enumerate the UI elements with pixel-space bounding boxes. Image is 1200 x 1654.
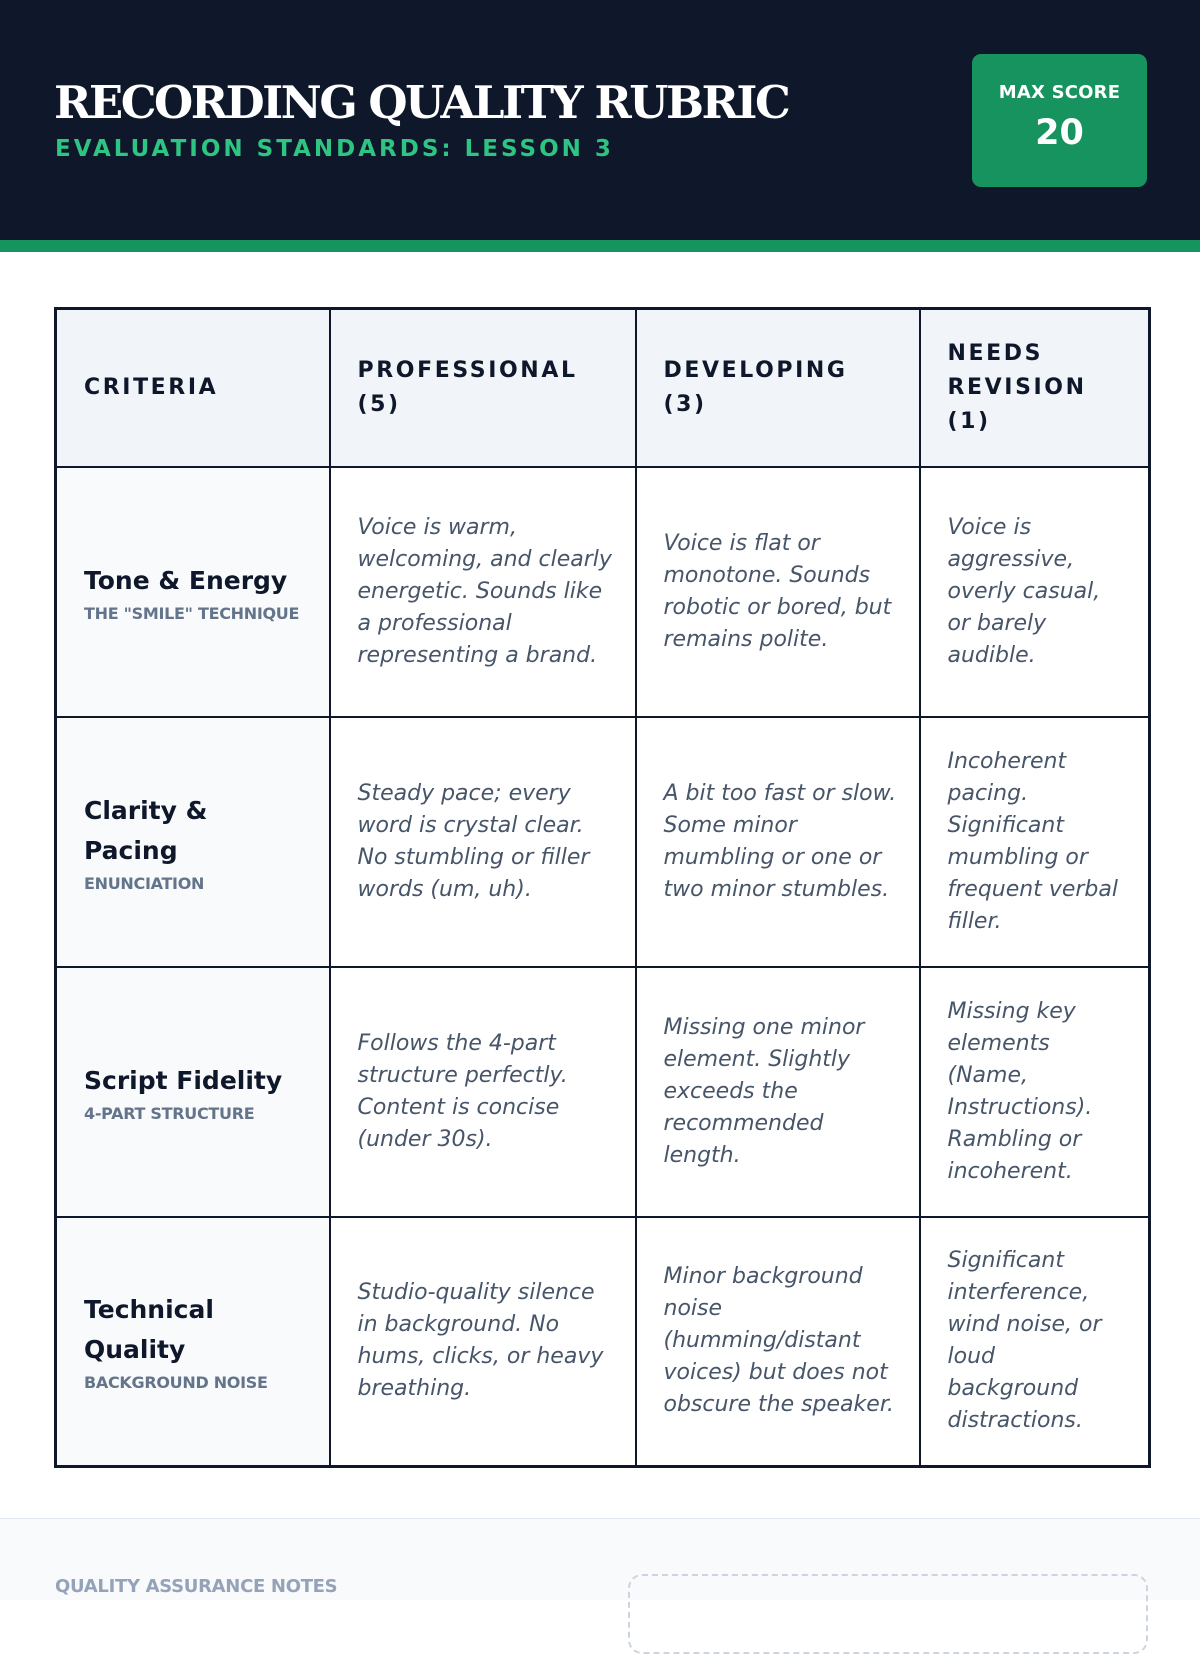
cell-description: Significant interference, wind noise, or loud background distractions. — [947, 1248, 1102, 1434]
criteria-subtitle: ENUNCIATION — [84, 873, 205, 893]
column-header-criteria: CRITERIA — [56, 309, 330, 467]
rubric-header-row — [56, 309, 1150, 467]
column-header-needs-revision: NEEDS REVISION (1) — [920, 309, 1150, 467]
rubric-table — [54, 307, 1151, 1468]
needs-revision-cell — [920, 467, 1150, 717]
criteria-cell — [56, 467, 330, 717]
criteria-name: Clarity & Pacing — [84, 795, 208, 865]
criteria-subtitle: 4-PART STRUCTURE — [84, 1103, 255, 1123]
criteria-subtitle: THE "SMILE" TECHNIQUE — [84, 603, 300, 623]
professional-cell — [330, 967, 636, 1217]
cell-description: A bit too fast or slow. Some minor mumbling or one or two minor stumbles. — [663, 780, 897, 902]
developing-cell — [636, 717, 920, 967]
developing-cell — [636, 1217, 920, 1467]
needs-revision-cell — [920, 717, 1150, 967]
needs-revision-cell — [920, 967, 1150, 1217]
notes-title: QUALITY ASSURANCE NOTES — [55, 1576, 338, 1597]
criteria-cell — [56, 1217, 330, 1467]
developing-cell — [636, 467, 920, 717]
max-score-value: 20 — [1035, 113, 1084, 153]
table-row — [56, 467, 1150, 717]
cell-description: Voice is aggressive, overly casual, or barely audible. — [947, 514, 1101, 668]
table-row — [56, 967, 1150, 1217]
needs-revision-cell — [920, 1217, 1150, 1467]
notes-input-box[interactable] — [628, 1574, 1148, 1654]
criteria-subtitle: BACKGROUND NOISE — [84, 1373, 268, 1393]
cell-description: Missing one minor element. Slightly exceeds the recommended length. — [663, 1014, 865, 1168]
column-header-developing: DEVELOPING (3) — [636, 309, 920, 467]
cell-description: Follows the 4-part structure perfectly. Content is concise (under 30s). — [357, 1030, 568, 1152]
criteria-cell — [56, 967, 330, 1217]
page-subtitle: EVALUATION STANDARDS: LESSON 3 — [55, 136, 614, 162]
quality-assurance-notes-section — [0, 1518, 1200, 1600]
professional-cell — [330, 1217, 636, 1467]
professional-cell — [330, 467, 636, 717]
criteria-name: Script Fidelity — [84, 1065, 283, 1095]
table-row — [56, 1217, 1150, 1467]
professional-cell — [330, 717, 636, 967]
cell-description: Studio-quality silence in background. No hums, clicks, or heavy breathing. — [357, 1280, 604, 1402]
criteria-cell — [56, 717, 330, 967]
max-score-badge — [972, 54, 1147, 187]
criteria-name: Tone & Energy — [84, 565, 288, 595]
cell-description: Incoherent pacing. Significant mumbling or frequent verbal filler. — [947, 748, 1118, 934]
cell-description: Minor background noise (humming/distant voices) but does not obscure the speaker. — [663, 1264, 894, 1418]
developing-cell — [636, 967, 920, 1217]
header-banner — [0, 0, 1200, 240]
page-title: RECORDING QUALITY RUBRIC — [54, 76, 789, 129]
cell-description: Voice is warm, welcoming, and clearly energetic. Sounds like a professional representing a brand. — [357, 514, 612, 668]
column-header-professional: PROFESSIONAL (5) — [330, 309, 636, 467]
cell-description: Missing key elements (Name, Instructions). Rambling or incoherent. — [947, 998, 1093, 1184]
cell-description: Steady pace; every word is crystal clear. No stumbling or filler words (um, uh). — [357, 780, 590, 902]
criteria-name: Technical Quality — [84, 1295, 214, 1365]
cell-description: Voice is flat or monotone. Sounds robotic or bored, but remains polite. — [663, 530, 892, 652]
header-accent-stripe — [0, 240, 1200, 252]
table-row — [56, 717, 1150, 967]
max-score-label: MAX SCORE — [998, 82, 1121, 103]
